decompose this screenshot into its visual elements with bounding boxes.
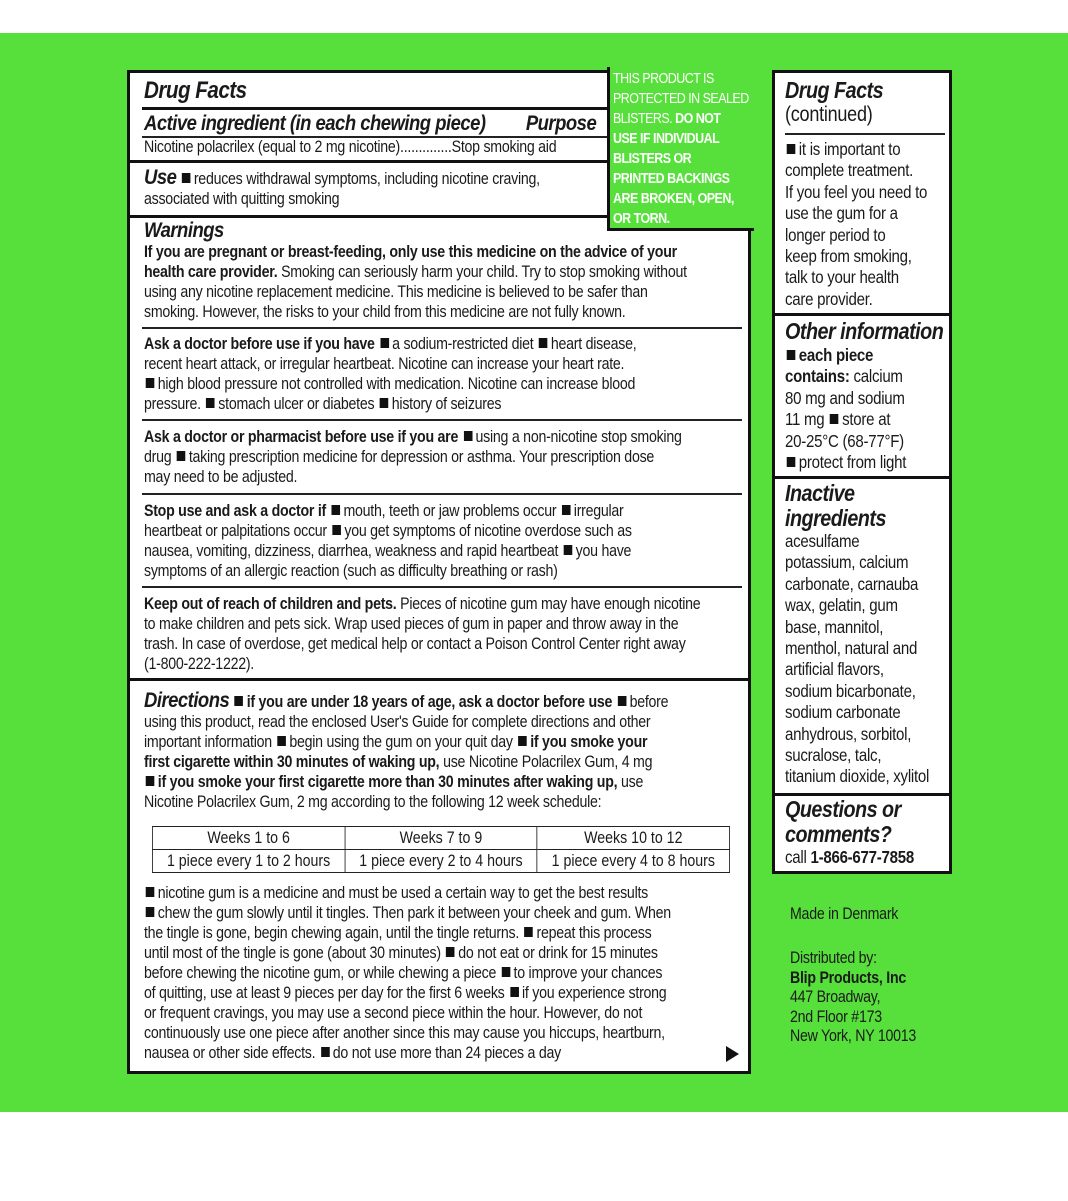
directions-text: nicotine gum is a medicine and must be used a certain way to get the best results — [157, 884, 648, 902]
inactive-ingredient-line: potassium, calcium — [785, 552, 909, 573]
bullet-square-icon — [332, 525, 341, 535]
continued-line: care provider. — [785, 288, 873, 309]
divider — [130, 160, 611, 163]
directions-text: nausea or other side effects. — [144, 1044, 316, 1062]
inactive-ingredients-heading: ingredients — [785, 505, 886, 531]
bullet-square-icon — [146, 907, 155, 917]
distributor-block — [790, 949, 916, 1047]
directions-text: to improve your chances — [513, 964, 663, 982]
divider — [142, 107, 609, 110]
drug-facts-title-text: Drug Facts — [144, 77, 247, 104]
continued-line: keep from smoking, — [785, 246, 912, 267]
other-information-text: 11 mg — [785, 409, 825, 430]
other-information-text: store at — [842, 409, 891, 430]
continued-line: If you feel you need to — [785, 181, 928, 202]
bullet-square-icon — [277, 736, 286, 746]
keep-out-section — [144, 594, 832, 674]
directions-text: repeat this process — [536, 924, 652, 942]
inactive-ingredient-line: carbonate, carnauba — [785, 573, 919, 594]
stop-use-section — [144, 501, 832, 581]
inactive-ingredient-line: titanium dioxide, xylitol — [785, 766, 930, 787]
ask-doctor-text: heart disease, — [550, 335, 637, 353]
bullet-square-icon — [518, 736, 527, 746]
inactive-ingredient-line: acesulfame — [785, 531, 860, 551]
directions-text: using this product, read the enclosed User's Guide for complete directions and other — [144, 713, 651, 731]
inactive-ingredient-line: sodium carbonate — [785, 702, 901, 723]
table-cell: 1 piece every 2 to 4 hours — [345, 850, 537, 873]
inactive-ingredient-line: sucralose, talc, — [785, 745, 882, 766]
directions-section — [144, 690, 832, 812]
ask-doctor-text: stomach ulcer or diabetes — [218, 395, 375, 413]
keep-out-text: Pieces of nicotine gum may have enough nicotine — [396, 595, 701, 613]
bullet-square-icon — [787, 144, 796, 154]
divider — [142, 327, 742, 329]
directions-text: before — [629, 693, 669, 711]
bullet-square-icon — [562, 505, 571, 515]
bullet-square-icon — [146, 378, 155, 388]
continued-line: talk to your health — [785, 267, 899, 288]
directions-text: if you smoke your first cigarette more than 30 minutes after waking up, — [157, 773, 618, 791]
ask-doctor-text: a sodium-restricted diet — [392, 335, 534, 353]
inactive-ingredient-line: sodium bicarbonate, — [785, 680, 916, 701]
divider — [142, 419, 742, 421]
stop-use-text: heartbeat or palpitations occur — [144, 522, 327, 540]
seal-notice-text — [613, 69, 751, 229]
other-information-text: calcium — [849, 366, 903, 387]
stop-use-text: mouth, teeth or jaw problems occur — [343, 502, 557, 520]
directions-text: chew the gum slowly until it tingles. Then park it between your cheek and gum. When — [157, 904, 671, 922]
stop-use-heading: Stop use and ask a doctor if — [144, 502, 327, 520]
stop-use-text: irregular — [573, 502, 624, 520]
table-row — [152, 850, 729, 873]
warnings-text: using any nicotine replacement medicine. This medicine is believed to be safer than — [144, 283, 648, 301]
directions-text: or frequent cravings, you may use a second piece within the hour. However, do not — [144, 1004, 643, 1022]
directions-text: continuously use one piece after another since this may cause you hiccups, heartburn, — [144, 1024, 665, 1042]
seal-notice-line: ARE BROKEN, OPEN, — [613, 191, 734, 207]
inactive-ingredients-heading: Inactive — [785, 480, 855, 506]
seal-notice-line: PROTECTED IN SEALED — [613, 91, 749, 107]
directions-text: use — [617, 773, 644, 791]
made-in-label: Made in Denmark — [790, 905, 899, 923]
keep-out-text: trash. In case of overdose, get medical help or contact a Poison Control Center right away — [144, 635, 686, 653]
address-line: 447 Broadway, — [790, 988, 881, 1006]
drug-facts-continued-panel — [772, 70, 952, 874]
table-header-cell: Weeks 1 to 6 — [152, 827, 344, 850]
bullet-square-icon — [321, 1047, 330, 1057]
directions-text: before chewing the nicotine gum, or while chewing a piece — [144, 964, 497, 982]
directions-text: first cigarette within 30 minutes of waking up, — [144, 753, 440, 771]
warnings-heading: Warnings — [144, 218, 224, 242]
directions-text: if you experience strong — [521, 984, 667, 1002]
address-line: 2nd Floor #173 — [790, 1007, 882, 1026]
active-ingredient-line: Nicotine polacrilex (equal to 2 mg nicotine)..............Stop smoking aid — [144, 138, 557, 156]
directions-text: of quitting, use at least 9 pieces per day for the first 6 weeks — [144, 984, 505, 1002]
use-heading: Use — [144, 165, 177, 189]
other-information-text: protect from light — [798, 452, 907, 473]
bullet-square-icon — [618, 696, 627, 706]
seal-notice-line: BLISTERS OR — [613, 151, 692, 167]
bullet-square-icon — [830, 414, 839, 424]
bullet-square-icon — [146, 776, 155, 786]
other-information-text: 20-25°C (68-77°F) — [785, 430, 904, 451]
continued-line: longer period to — [785, 224, 886, 245]
continued-line: use the gum for a — [785, 203, 898, 224]
inactive-ingredient-line: base, mannitol, — [785, 616, 884, 637]
active-ingredient-heading: Active ingredient (in each chewing piece) — [144, 111, 486, 135]
phone-number: 1-866-677-7858 — [810, 847, 914, 867]
other-information-text: contains: — [785, 366, 850, 387]
questions-heading: Questions or — [785, 796, 901, 822]
address-line: New York, NY 10013 — [790, 1027, 917, 1045]
stop-use-text: you get symptoms of nicotine overdose such as — [344, 522, 632, 540]
questions-heading: comments? — [785, 821, 892, 847]
directions-text: do not use more than 24 pieces a day — [332, 1044, 561, 1062]
directions-continued — [144, 883, 832, 1063]
other-information-heading: Other information — [785, 318, 944, 344]
side-subtitle: (continued) — [785, 103, 873, 126]
bullet-square-icon — [146, 887, 155, 897]
stop-use-text: nausea, vomiting, dizziness, diarrhea, weakness and rapid heartbeat — [144, 542, 559, 560]
seal-notice-line: THIS PRODUCT IS — [613, 71, 714, 87]
directions-text: if you smoke your — [530, 733, 648, 751]
drug-facts-title — [144, 77, 657, 105]
bullet-square-icon — [539, 338, 548, 348]
bullet-square-icon — [380, 398, 389, 408]
divider — [775, 476, 949, 479]
directions-text: important information — [144, 733, 272, 751]
other-information-section — [785, 317, 974, 473]
directions-text: until most of the tingle is gone (about 30 minutes) — [144, 944, 441, 962]
ask-pharmacist-text: drug — [144, 448, 172, 466]
divider — [130, 678, 748, 681]
distributed-by-label: Distributed by: — [790, 949, 877, 967]
other-information-text: each piece — [798, 345, 874, 365]
active-ingredient-heading-row — [144, 111, 608, 136]
directions-text: begin using the gum on your quit day — [289, 733, 513, 751]
warnings-text: smoking. However, the risks to your child from this medicine are not fully known. — [144, 303, 626, 321]
ask-pharmacist-text: using a non-nicotine stop smoking — [475, 428, 682, 446]
warnings-text: If you are pregnant or breast-feeding, only use this medicine on the advice of your — [144, 243, 677, 261]
company-name: Blip Products, Inc — [790, 968, 906, 987]
other-information-text: 80 mg and sodium — [785, 387, 905, 408]
table-cell: 1 piece every 4 to 8 hours — [537, 850, 729, 873]
seal-notice-line: OR TORN. — [613, 211, 670, 227]
table-header-cell: Weeks 7 to 9 — [345, 827, 537, 850]
directions-text: the tingle is gone, begin chewing again, until the tingle returns. — [144, 924, 520, 942]
warnings-section — [144, 218, 832, 322]
warnings-text: Smoking can seriously harm your child. Try to stop smoking without — [277, 263, 687, 281]
purpose-heading: Purpose — [525, 111, 597, 135]
divider — [142, 493, 742, 495]
ask-doctor-heading: Ask a doctor before use if you have — [144, 335, 375, 353]
stop-use-text: symptoms of an allergic reaction (such as difficulty breathing or rash) — [144, 562, 558, 580]
bullet-square-icon — [502, 967, 511, 977]
directions-heading: Directions — [144, 688, 230, 712]
questions-section — [785, 797, 974, 868]
seal-notice-line: DO NOT — [672, 111, 721, 127]
ask-doctor-text: history of seizures — [391, 395, 502, 413]
bullet-square-icon — [380, 338, 389, 348]
directions-text: do not eat or drink for 15 minutes — [458, 944, 658, 962]
stop-use-text: you have — [575, 542, 632, 560]
divider — [142, 586, 742, 588]
seal-notice-line: BLISTERS. — [613, 111, 673, 127]
keep-out-text: to make children and pets sick. Wrap used pieces of gum in paper and throw away in the — [144, 615, 679, 633]
table-header-cell: Weeks 10 to 12 — [537, 827, 729, 850]
inactive-ingredients-section — [785, 481, 974, 788]
ask-doctor-section — [144, 334, 832, 414]
continue-arrow-icon — [726, 1046, 739, 1062]
ask-pharmacist-text: taking prescription medicine for depression or asthma. Your prescription dose — [188, 448, 655, 466]
keep-out-text: (1-800-222-1222). — [144, 655, 254, 673]
use-text: reduces withdrawal symptoms, including nicotine craving, — [193, 170, 540, 188]
table-cell: 1 piece every 1 to 2 hours — [152, 850, 344, 873]
bullet-square-icon — [787, 350, 796, 360]
directions-text: Nicotine Polacrilex Gum, 2 mg according to the following 12 week schedule: — [144, 793, 602, 811]
divider — [775, 313, 949, 316]
warnings-text: health care provider. — [144, 263, 278, 281]
ask-pharmacist-heading: Ask a doctor or pharmacist before use if you are — [144, 428, 459, 446]
directions-text: use Nicotine Polacrilex Gum, 4 mg — [439, 753, 653, 771]
ask-pharmacist-text: may need to be adjusted. — [144, 468, 298, 486]
continued-text — [785, 139, 974, 310]
continued-line: complete treatment. — [785, 160, 914, 181]
side-title-block — [785, 76, 919, 126]
bullet-square-icon — [564, 545, 573, 555]
use-text: associated with quitting smoking — [144, 190, 340, 208]
inactive-ingredient-line: artificial flavors, — [785, 659, 884, 680]
inactive-ingredient-line: menthol, natural and — [785, 638, 918, 659]
ask-doctor-text: pressure. — [144, 395, 201, 413]
bullet-square-icon — [524, 927, 533, 937]
bullet-square-icon — [177, 451, 186, 461]
bullet-square-icon — [464, 431, 473, 441]
ask-doctor-text: recent heart attack, or irregular heartbeat. Nicotine can increase your heart rate. — [144, 355, 625, 373]
divider — [785, 133, 945, 135]
table-row — [152, 827, 729, 850]
bullet-square-icon — [235, 696, 244, 706]
bullet-square-icon — [510, 987, 519, 997]
keep-out-heading: Keep out of reach of children and pets. — [144, 595, 397, 613]
continued-line: it is important to — [798, 139, 901, 159]
side-title: Drug Facts — [785, 77, 884, 103]
seal-notice-line: USE IF INDIVIDUAL — [613, 131, 720, 147]
seal-notice-line: PRINTED BACKINGS — [613, 171, 730, 187]
dosing-schedule-table — [152, 826, 730, 873]
bullet-square-icon — [206, 398, 215, 408]
directions-text: if you are under 18 years of age, ask a doctor before use — [246, 693, 613, 711]
ask-pharmacist-section — [144, 427, 832, 487]
bullet-square-icon — [446, 947, 455, 957]
bullet-square-icon — [787, 457, 796, 467]
inactive-ingredient-line: wax, gelatin, gum — [785, 595, 898, 616]
ask-doctor-text: high blood pressure not controlled with medication. Nicotine can increase blood — [157, 375, 636, 393]
bullet-square-icon — [182, 173, 191, 183]
inactive-ingredient-line: anhydrous, sorbitol, — [785, 723, 912, 744]
call-label: call — [785, 847, 811, 867]
bullet-square-icon — [331, 505, 340, 515]
